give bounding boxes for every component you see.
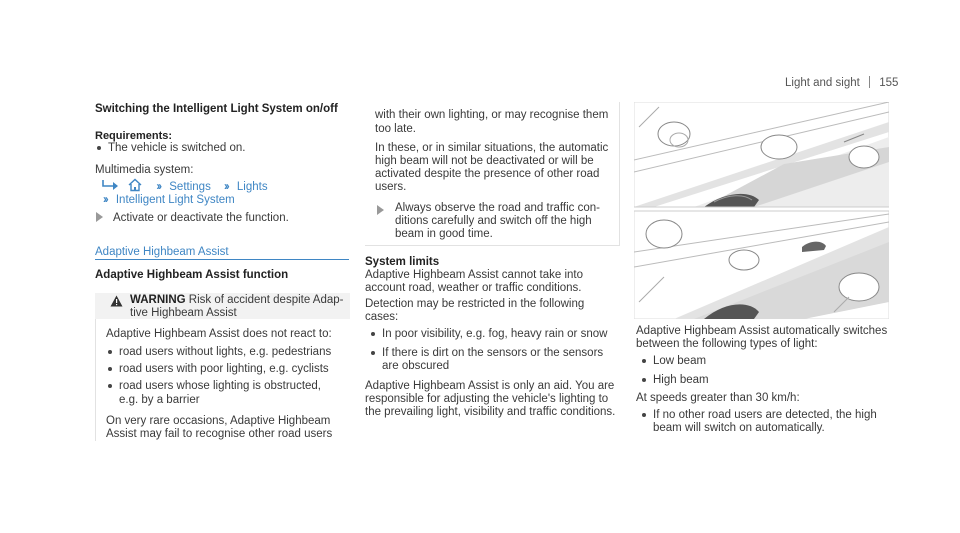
warning-label: WARNING <box>130 294 186 306</box>
warning-triangle-icon <box>110 295 123 307</box>
multimedia-label: Multimedia system: <box>95 164 194 176</box>
limits-line: cases: <box>365 311 399 323</box>
page-number: 155 <box>879 77 899 89</box>
observe-line: beam in good time. <box>395 228 493 240</box>
limit-item: In poor visibility, e.g. fog, heavy rain or snow <box>369 327 607 341</box>
speed-item-continuation: beam will switch on automatically. <box>653 422 825 434</box>
highbeam-illustration <box>634 102 889 319</box>
aid-line: Adaptive Highbeam Assist is only an aid. You are <box>365 380 615 392</box>
section-title: Adaptive Highbeam Assist <box>95 246 229 258</box>
speed-item: If no other road users are detected, the high <box>640 408 877 422</box>
chevron-double-right-icon: ›› <box>103 194 108 206</box>
warning-box-border <box>95 319 96 441</box>
limits-list <box>369 327 607 360</box>
switch-title: Switching the Intelligent Light System on/off <box>95 103 338 115</box>
light-type: High beam <box>640 373 709 387</box>
section-rule <box>95 259 349 260</box>
cont-line: users. <box>375 181 407 193</box>
step-arrow-icon <box>377 205 384 215</box>
requirements-label: Requirements: <box>95 130 173 142</box>
speed-list <box>640 408 877 422</box>
action-text: Activate or deactivate the function. <box>113 212 289 224</box>
box-item: road users with poor lighting, e.g. cyclists <box>106 362 331 376</box>
box-item: road users without lights, e.g. pedestrians <box>106 345 331 359</box>
observe-line: Always observe the road and traffic con- <box>395 202 600 214</box>
warning-text-2: tive Highbeam Assist <box>130 307 237 319</box>
aid-line: the prevailing light, visibility and traffic conditions. <box>365 406 616 418</box>
section-name: Light and sight <box>785 77 860 89</box>
box-item-continuation: e.g. by a barrier <box>119 394 200 406</box>
col3-intro-1: Adaptive Highbeam Assist automatically switches <box>636 325 888 337</box>
nav-settings[interactable]: Settings <box>169 181 211 193</box>
limits-title: System limits <box>365 256 440 268</box>
warning-text-1: Risk of accident despite Adap- <box>188 294 344 306</box>
cont-line: too late. <box>375 123 416 135</box>
warning-box <box>95 293 350 441</box>
requirement-item: The vehicle is switched on. <box>95 141 245 155</box>
observe-line: ditions carefully and switch off the high <box>395 215 592 227</box>
speed-line: At speeds greater than 30 km/h: <box>636 392 800 404</box>
limit-item: If there is dirt on the sensors or the sensors <box>369 346 607 360</box>
function-subtitle: Adaptive Highbeam Assist function <box>95 269 289 281</box>
box-intro: Adaptive Highbeam Assist does not react to: <box>106 328 332 340</box>
cont-line: In these, or in similar situations, the automatic <box>375 142 609 154</box>
box-border <box>619 102 620 245</box>
running-header <box>785 76 898 90</box>
limits-line: account road, weather or traffic conditions. <box>365 282 582 294</box>
limit-item-continuation: are obscured <box>382 360 450 372</box>
box-border-bottom <box>365 245 620 246</box>
box-rare-2: Assist may fail to recognise other road users <box>106 428 333 440</box>
action-step <box>96 211 289 225</box>
requirements-list <box>95 141 245 155</box>
box-rare-1: On very rare occasions, Adaptive Highbeam <box>106 415 331 427</box>
nav-intelligent-light-system[interactable]: Intelligent Light System <box>115 194 235 206</box>
step-arrow-icon <box>96 212 103 222</box>
header-divider <box>869 76 870 88</box>
col3-intro-2: between the following types of light: <box>636 338 818 350</box>
return-arrow-icon <box>100 179 120 191</box>
aid-line: responsible for adjusting the vehicle's lighting to <box>365 393 609 405</box>
box-list <box>106 345 331 393</box>
nav-path-line-1 <box>100 178 268 194</box>
nav-path-line-2 <box>103 193 235 207</box>
limits-line: Detection may be restricted in the following <box>365 298 585 310</box>
warning-line-1 <box>130 293 344 307</box>
cont-line: high beam will not be deactivated or will be <box>375 155 594 167</box>
chevron-double-right-icon: ›› <box>156 181 162 193</box>
cont-line: with their own lighting, or may recognise them <box>375 109 609 121</box>
light-types-list <box>640 354 709 387</box>
box-item: road users whose lighting is obstructed, <box>106 379 331 393</box>
cont-line: activated despite the presence of other road <box>375 168 600 180</box>
home-icon[interactable] <box>127 178 143 192</box>
light-type: Low beam <box>640 354 709 368</box>
chevron-double-right-icon: ›› <box>224 181 229 193</box>
warning-box-continued <box>365 102 620 245</box>
limits-line: Adaptive Highbeam Assist cannot take into <box>365 269 583 281</box>
nav-lights[interactable]: Lights <box>236 181 268 193</box>
